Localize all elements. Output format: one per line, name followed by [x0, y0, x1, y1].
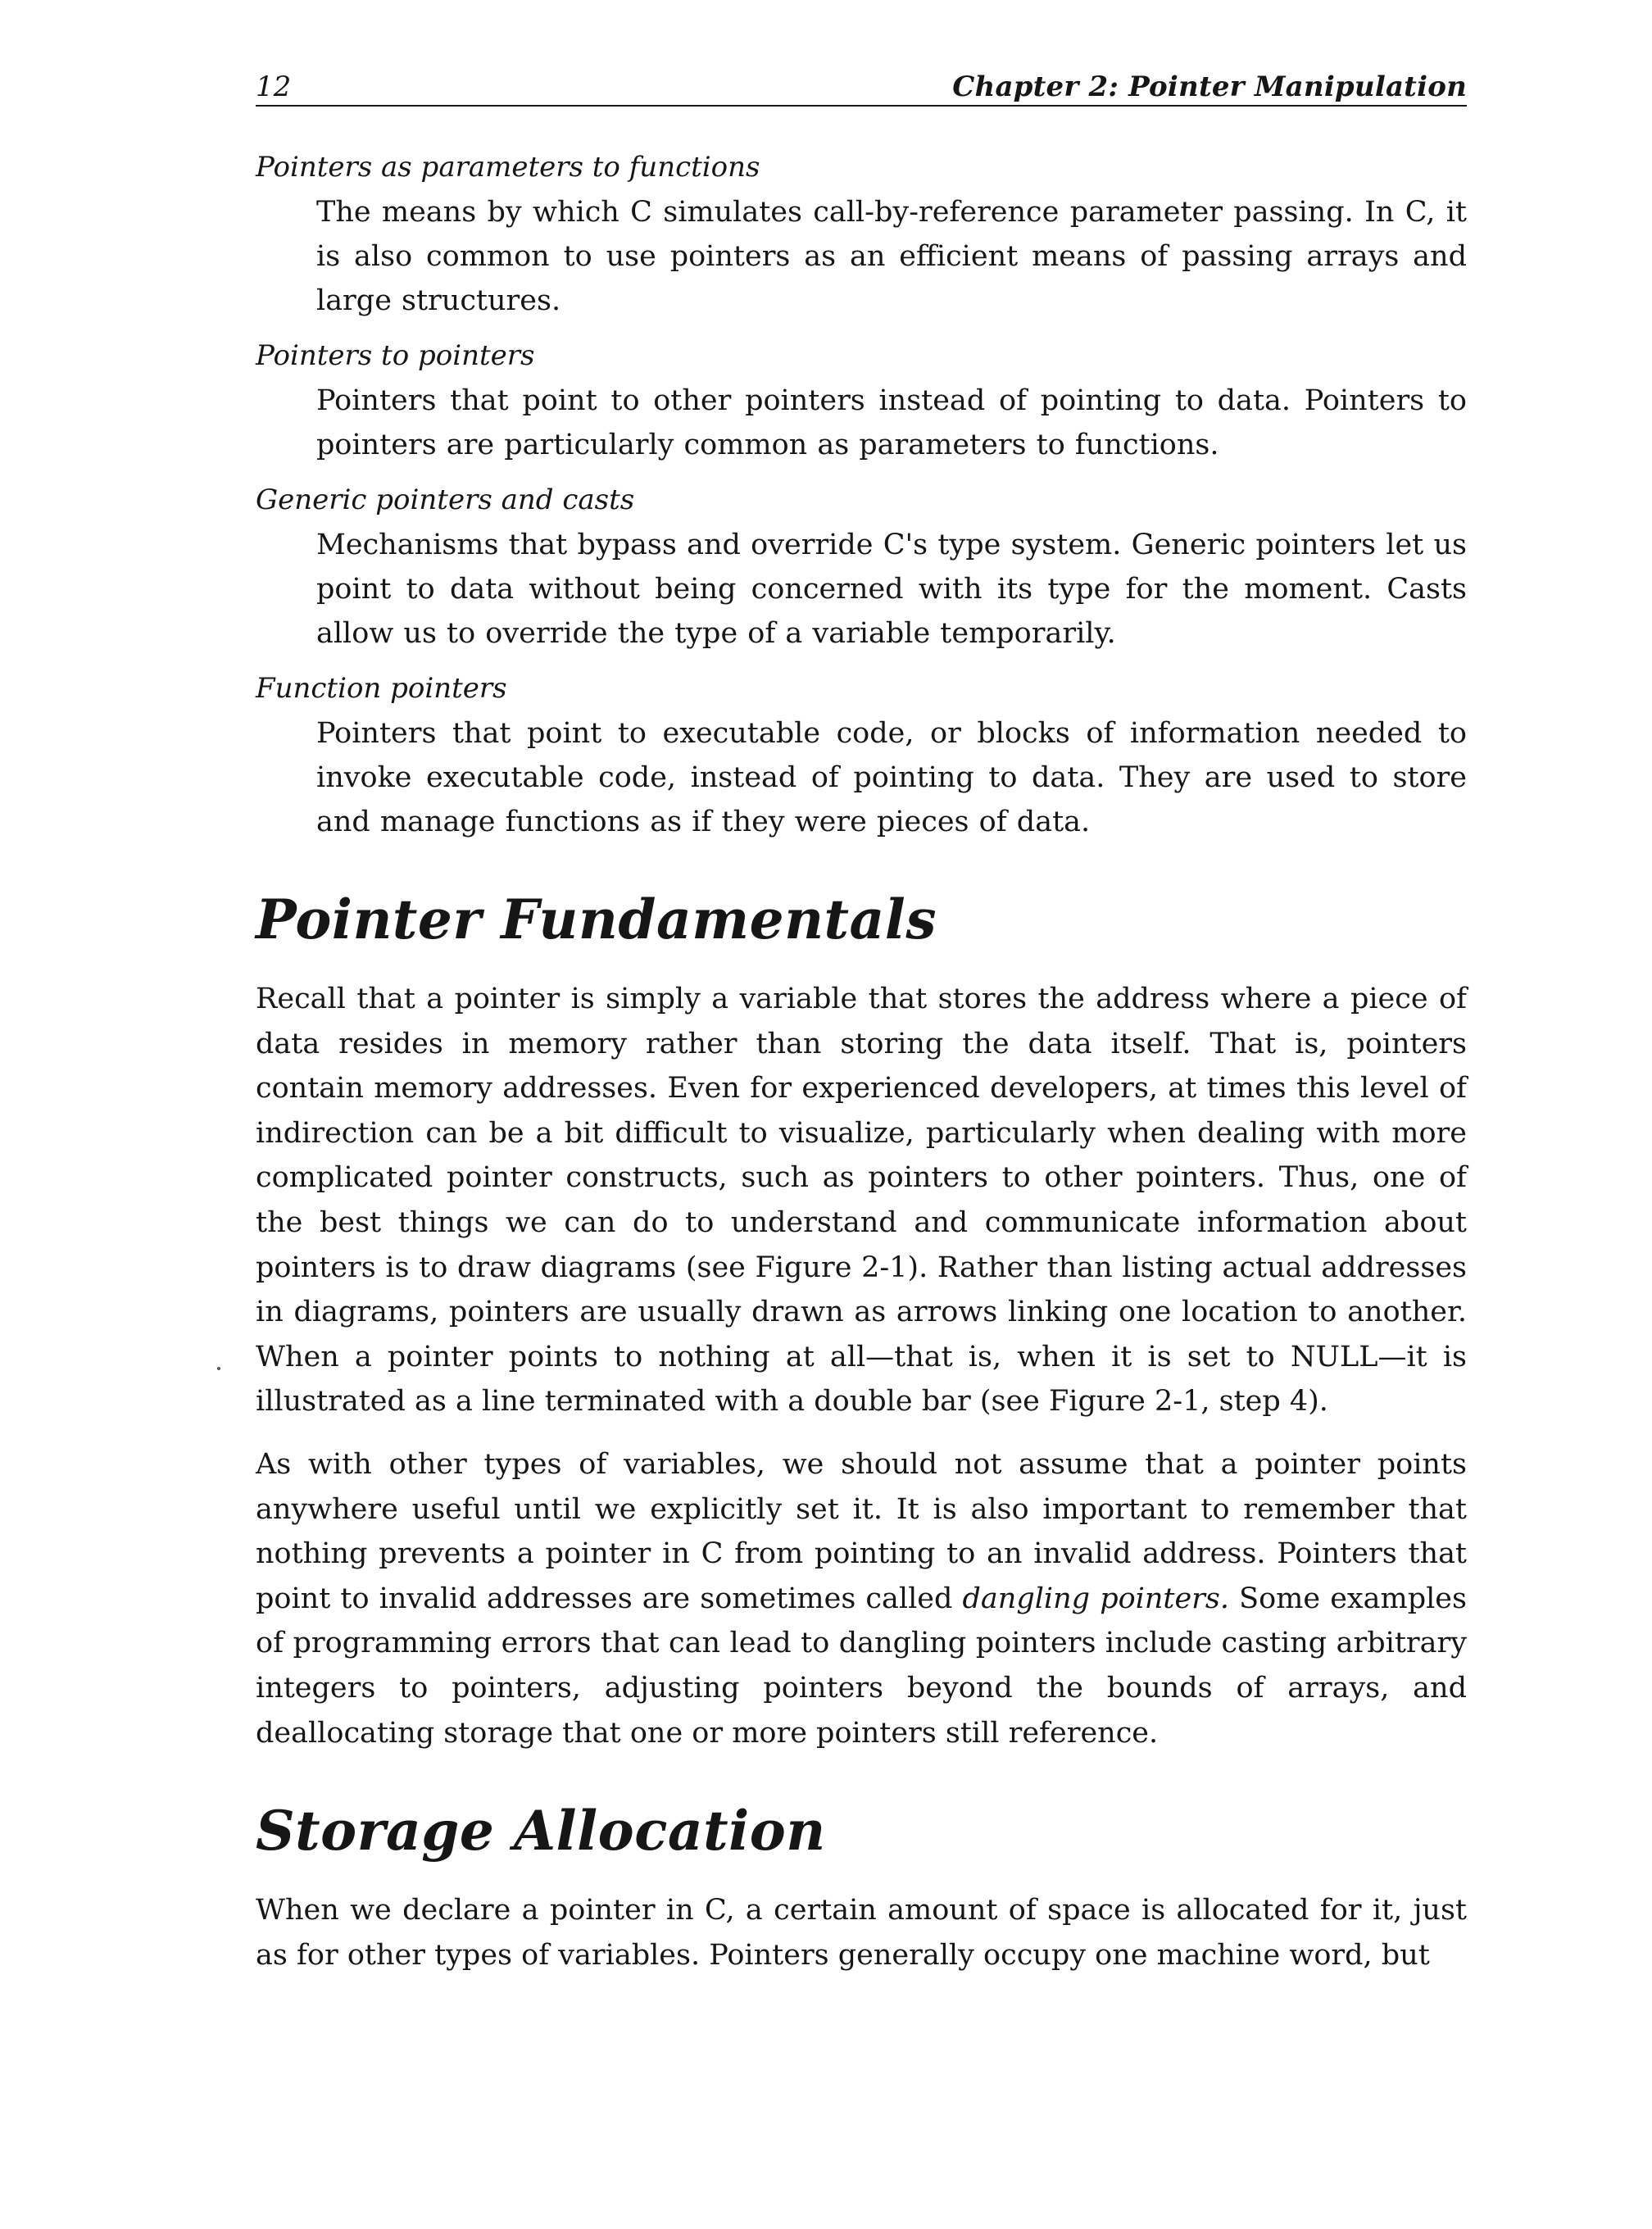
section-heading-storage-allocation: Storage Allocation — [256, 1799, 826, 1864]
definition-term: Function pointers — [256, 672, 507, 705]
emphasized-term: dangling pointers. — [962, 1582, 1229, 1615]
definition-term: Pointers to pointers — [256, 339, 535, 372]
body-paragraph: Recall that a pointer is simply a variable that stores the address where a piece of data resides in memory rather than storing the data itself. That is, pointers contain memory addresses. Even for experienced developers, at times this level of indirection can be a bit difficult to visualize, particularly when dealing with more complicated pointer constructs, such as pointers to other pointers. Thus, one of the best things we can do to understand and communicate information about pointers is to draw diagrams (see Figure 2-1). Rather than listing actual addresses in diagrams, pointers are usually drawn as arrows linking one location to another. When a pointer points to nothing at all—that is, when it is set to NULL—it is illustrated as a line terminated with a double bar (see Figure 2-1, step 4). — [256, 983, 1467, 1419]
section-heading-pointer-fundamentals: Pointer Fundamentals — [256, 888, 937, 951]
definition-text: The means by which C simulates call-by-reference parameter passing. In C, it is also common to use pointers as an efficient means of passing arrays and large structures. — [316, 196, 1467, 317]
definition-list — [256, 144, 1467, 844]
body-paragraph — [256, 1442, 1467, 1755]
definition-text: Mechanisms that bypass and override C's type system. Generic pointers let us point to data without being concerned with its type for the moment. Casts allow us to override the type of a variable temporarily. — [316, 529, 1467, 650]
definition-term: Generic pointers and casts — [256, 483, 635, 516]
page-number: 12 — [256, 70, 292, 103]
body-text: Some examples of programming errors that can lead to dangling pointers include casting arbitrary integers to pointers, adjusting pointers beyond the bounds of arrays, and deallocating storage that one or more pointers still reference. — [256, 1582, 1467, 1750]
definition-term: Pointers as parameters to functions — [256, 151, 760, 184]
definition-text: Pointers that point to other pointers instead of pointing to data. Pointers to pointers are particularly common as parameters to functions. — [316, 384, 1467, 461]
body-paragraph: When we declare a pointer in C, a certain amount of space is allocated for it, just as for other types of variables. Pointers generally occupy one machine word, but — [256, 1894, 1467, 1972]
margin-speck — [217, 1367, 220, 1370]
definition-text: Pointers that point to executable code, or blocks of information needed to invoke executable code, instead of pointing to data. They are used to store and manage functions as if they were pieces of data. — [316, 717, 1467, 838]
running-header — [256, 69, 1467, 107]
body-text: As with other types of variables, we should not assume that a pointer points anywhere useful until we explicitly set it. It is also important to remember that nothing prevents a pointer in C from pointing to an invalid address. Pointers that point to invalid addresses are sometimes called — [256, 1447, 1467, 1615]
book-page — [256, 69, 1467, 1995]
chapter-title: Chapter 2: Pointer Manipulation — [952, 70, 1467, 103]
